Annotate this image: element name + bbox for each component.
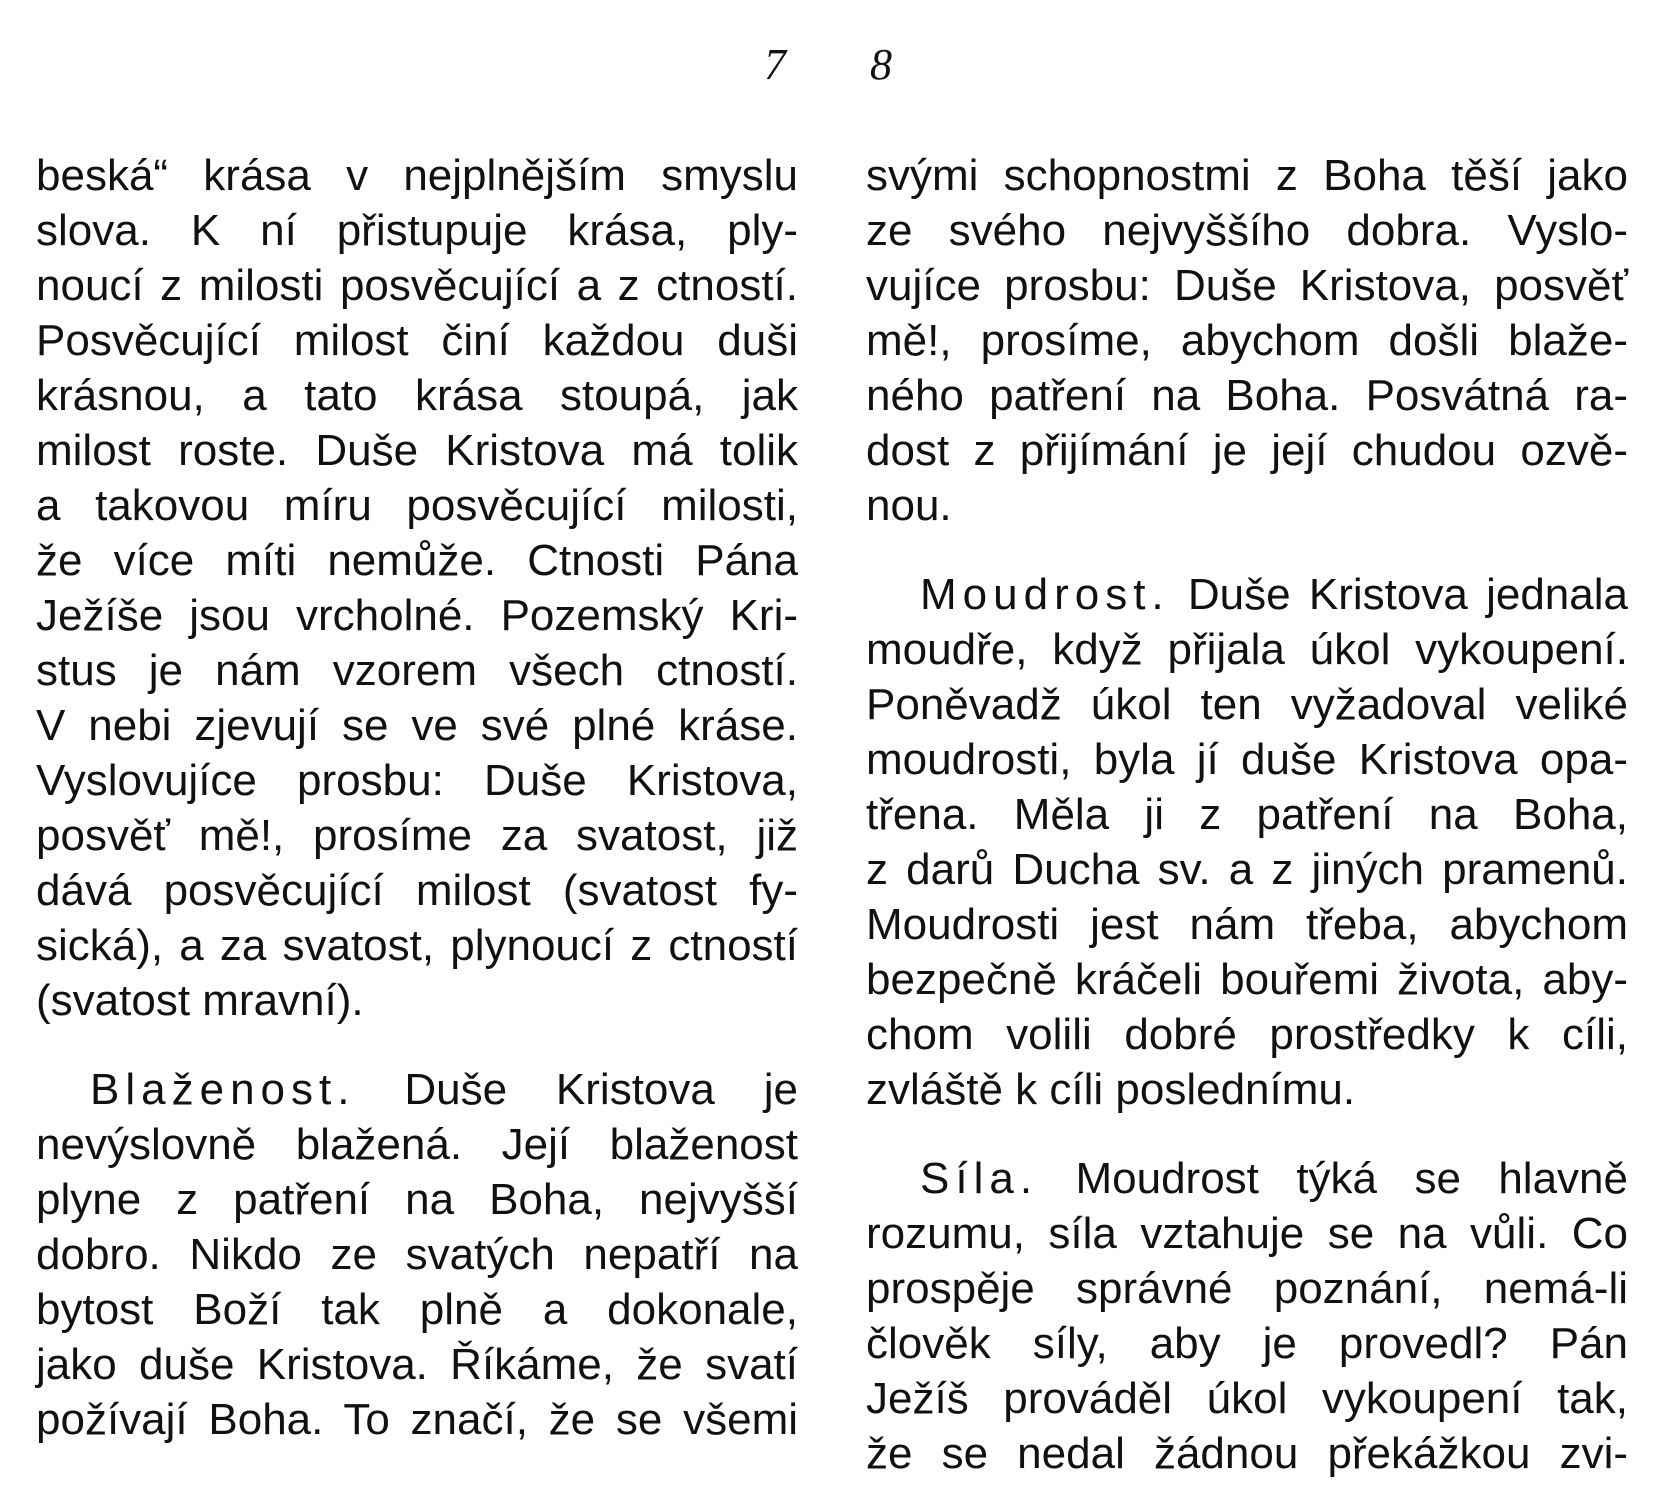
text-line: dost z přijímání je její chudou ozvě-	[866, 426, 1628, 475]
text-line: Ježíš prováděl úkol vykoupení tak,	[866, 1374, 1628, 1423]
text-line: moudrosti, byla jí duše Kristova opa-	[866, 735, 1628, 784]
section-heading-sila: Síla.	[920, 1154, 1039, 1203]
text-line: nou.	[866, 481, 952, 530]
text-line: sická), a za svatost, plynoucí z ctností	[36, 921, 798, 970]
text-line: slova. K ní přistupuje krása, ply-	[36, 206, 798, 255]
text-line: ného patření na Boha. Posvátná ra-	[866, 371, 1628, 420]
text-line: mě!, prosíme, abychom došli blaže-	[866, 316, 1628, 365]
text-line: noucí z milosti posvěcující a z ctností.	[36, 261, 798, 310]
text-line: posvěť mě!, prosíme za svatost, již	[36, 811, 798, 860]
left-column	[36, 148, 798, 1447]
text-line: Poněvadž úkol ten vyžadoval veliké	[866, 680, 1628, 729]
text-span: Duše Kristova jednala	[1187, 570, 1628, 619]
right-column	[866, 148, 1628, 1481]
text-line: že se nedal žádnou překážkou zvi-	[866, 1429, 1628, 1478]
paragraph-gap	[866, 533, 1628, 567]
text-line: rozumu, síla vztahuje se na vůli. Co	[866, 1209, 1628, 1258]
text-line: člověk síly, aby je provedl? Pán	[866, 1319, 1628, 1368]
paragraph-first-line	[866, 1151, 1628, 1206]
text-line: Moudrosti jest nám třeba, abychom	[866, 900, 1628, 949]
text-line: požívají Boha. To značí, že se všemi	[36, 1395, 798, 1444]
paragraph-first-line	[36, 1062, 798, 1117]
section-heading-blazenost: Blaženost.	[90, 1065, 356, 1114]
text-line: a takovou míru posvěcující milosti,	[36, 481, 798, 530]
text-line: plyne z patření na Boha, nejvyšší	[36, 1175, 798, 1224]
text-line: Posvěcující milost činí každou duši	[36, 316, 798, 365]
paragraph-gap	[866, 1117, 1628, 1151]
text-line: beská“ krása v nejplnějším smyslu	[36, 151, 798, 200]
paragraph-gap	[36, 1028, 798, 1062]
text-line: milost roste. Duše Kristova má tolik	[36, 426, 798, 475]
page-number-left: 7	[764, 40, 786, 89]
text-span: Duše Kristova je	[404, 1065, 798, 1114]
text-line: bytost Boží tak plně a dokonale,	[36, 1285, 798, 1334]
text-line: zvláště k cíli poslednímu.	[866, 1065, 1356, 1114]
page-number-right: 8	[870, 40, 892, 89]
section-heading-moudrost: Moudrost.	[920, 570, 1170, 619]
text-line: jako duše Kristova. Říkáme, že svatí	[36, 1340, 798, 1389]
text-line: V nebi zjevují se ve své plné kráse.	[36, 701, 798, 750]
paragraph-first-line	[866, 567, 1628, 622]
text-line: z darů Ducha sv. a z jiných pramenů.	[866, 845, 1628, 894]
text-line: krásnou, a tato krása stoupá, jak	[36, 371, 798, 420]
text-line: že více míti nemůže. Ctnosti Pána	[36, 536, 798, 585]
text-span: Moudrost týká se hlavně	[1075, 1154, 1628, 1203]
text-line: dává posvěcující milost (svatost fy-	[36, 866, 798, 915]
text-line: vujíce prosbu: Duše Kristova, posvěť	[866, 261, 1628, 310]
text-line: nevýslovně blažená. Její blaženost	[36, 1120, 798, 1169]
text-line: prospěje správné poznání, nemá-li	[866, 1264, 1628, 1313]
text-line: svými schopnostmi z Boha těší jako	[866, 151, 1628, 200]
text-line: dobro. Nikdo ze svatých nepatří na	[36, 1230, 798, 1279]
text-line: stus je nám vzorem všech ctností.	[36, 646, 798, 695]
text-line: bezpečně kráčeli bouřemi života, aby-	[866, 955, 1628, 1004]
text-line: (svatost mravní).	[36, 976, 364, 1025]
text-line: chom volili dobré prostředky k cíli,	[866, 1010, 1628, 1059]
text-line: třena. Měla ji z patření na Boha,	[866, 790, 1628, 839]
text-line: Ježíše jsou vrcholné. Pozemský Kri-	[36, 591, 798, 640]
text-line: ze svého nejvyššího dobra. Vyslo-	[866, 206, 1628, 255]
text-line: moudře, když přijala úkol vykoupení.	[866, 625, 1628, 674]
text-line: Vyslovujíce prosbu: Duše Kristova,	[36, 756, 798, 805]
